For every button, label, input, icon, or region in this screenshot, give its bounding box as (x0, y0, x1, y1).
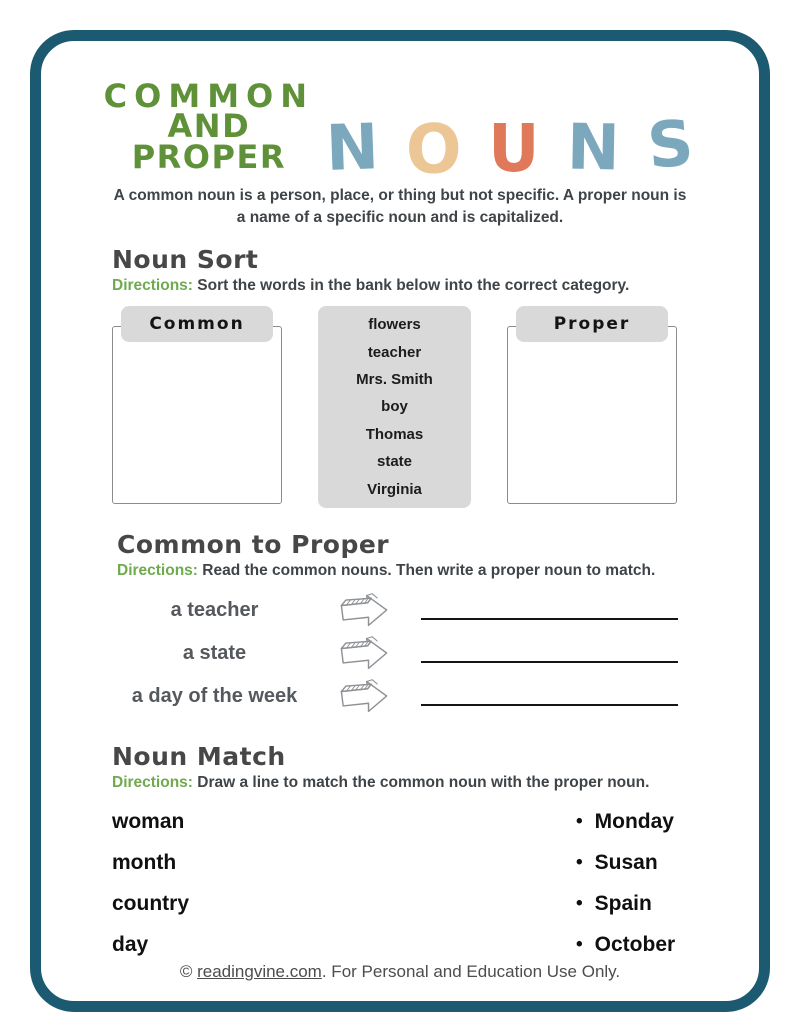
common-noun-item: month (112, 851, 177, 875)
common-to-proper-row (112, 632, 688, 675)
word-bank (318, 306, 471, 508)
directions-label: Directions: (112, 773, 193, 791)
directions-text: Sort the words in the bank below into the correct category. (197, 276, 630, 294)
worksheet-content (41, 41, 759, 994)
common-to-proper-directions (117, 562, 688, 580)
word-bank-item: Virginia (367, 480, 422, 498)
common-to-proper-heading: Common to Proper (117, 529, 390, 559)
common-noun-prompt: a teacher (170, 598, 259, 621)
word-bank-item: Thomas (365, 425, 424, 443)
readingvine-link[interactable]: readingvine.com (197, 962, 322, 981)
title-common-and-proper (103, 76, 315, 176)
common-noun-prompt: a state (182, 641, 247, 664)
proper-nouns-column (576, 802, 688, 966)
answer-blank-line (421, 618, 678, 620)
word-bank-item: boy (381, 398, 408, 416)
bullet-icon: • (576, 934, 583, 956)
section-common-to-proper (112, 530, 688, 718)
title-nouns-letter: S (644, 106, 700, 184)
title-nouns-letter: U (488, 110, 543, 188)
noun-sort-directions (112, 277, 688, 295)
proper-noun-text: Susan (594, 851, 658, 875)
bullet-icon: • (576, 893, 583, 915)
worksheet-header (103, 76, 700, 190)
arrow-right-icon (335, 634, 393, 672)
proper-noun-text: Spain (594, 892, 652, 916)
word-bank-item: Mrs. Smith (356, 371, 433, 389)
common-nouns-column (112, 802, 189, 966)
proper-noun-item (576, 843, 688, 884)
common-to-proper-row (112, 589, 688, 632)
title-nouns-letter: O (405, 110, 465, 190)
bullet-icon: • (576, 852, 583, 874)
proper-category-label: Proper (516, 306, 668, 342)
word-bank-item: teacher (367, 343, 422, 361)
common-category-column (112, 306, 282, 510)
title-line-1: COMMON (103, 76, 315, 115)
title-nouns (324, 106, 700, 190)
arrow-right-icon (335, 677, 393, 715)
proper-noun-item (576, 925, 688, 966)
noun-match-heading: Noun Match (112, 741, 286, 771)
bullet-icon: • (576, 811, 583, 833)
word-bank-item: state (376, 453, 413, 471)
common-noun-item: woman (112, 810, 185, 834)
answer-blank-line (421, 704, 678, 706)
proper-noun-item (576, 884, 688, 925)
definition-text: A common noun is a person, place, or thing but not specific. A proper noun is a name of a specific noun and is capitalized. (113, 187, 687, 227)
common-category-label: Common (121, 306, 273, 342)
proper-category-column (507, 306, 677, 510)
section-noun-sort (112, 245, 688, 510)
title-nouns-letter: N (324, 110, 383, 186)
common-to-proper-row (112, 675, 688, 718)
common-noun-item: day (112, 933, 149, 957)
noun-match-directions (112, 774, 688, 792)
section-noun-match (112, 742, 688, 966)
directions-text: Draw a line to match the common noun with the proper noun. (197, 773, 650, 791)
noun-sort-heading: Noun Sort (112, 244, 259, 274)
footer-copyright: © (179, 962, 198, 981)
common-to-proper-rows (112, 589, 688, 718)
directions-text: Read the common nouns. Then write a proper noun to match. (202, 561, 656, 579)
proper-noun-text: Monday (594, 810, 674, 834)
title-nouns-letter: N (566, 110, 624, 185)
common-noun-item: country (112, 892, 190, 916)
title-line-2: AND PROPER (131, 107, 286, 176)
directions-label: Directions: (117, 561, 198, 579)
proper-noun-text: October (594, 933, 676, 957)
common-sort-box (112, 326, 282, 504)
answer-blank-line (421, 661, 678, 663)
word-bank-item: flowers (368, 316, 421, 334)
proper-sort-box (507, 326, 677, 504)
arrow-right-icon (335, 591, 393, 629)
footer (41, 962, 759, 982)
footer-usage-text: . For Personal and Education Use Only. (321, 962, 621, 981)
proper-noun-item (576, 802, 688, 843)
common-noun-prompt: a day of the week (131, 684, 298, 707)
noun-match-grid (112, 802, 688, 966)
sort-boxes-row (112, 306, 677, 510)
directions-label: Directions: (112, 276, 193, 294)
